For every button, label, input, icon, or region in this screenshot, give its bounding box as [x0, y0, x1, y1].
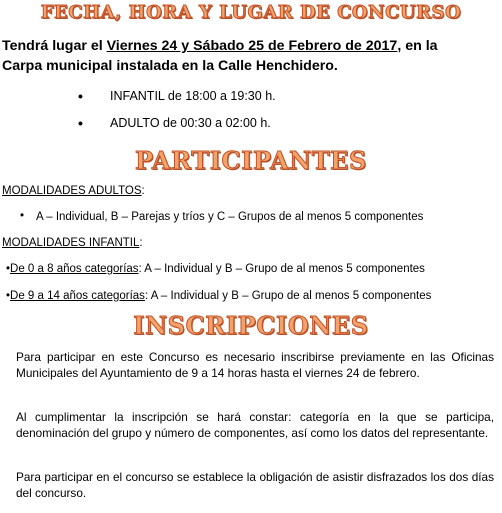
children-range-2: De 9 a 14 años categorías: [10, 290, 145, 302]
children-rest-2: : A – Individual y B – Grupo de al menos 5 componentes: [144, 290, 432, 302]
heading-registrations: INSCRIPCIONES: [133, 311, 369, 340]
intro-line-1: [2, 36, 438, 56]
intro-line-2: Carpa municipal instalada en la Calle Henchidero.: [2, 58, 338, 74]
schedule-adulto: ADULTO de 00:30 a 02:00 h.: [110, 116, 271, 130]
registration-paragraph-1: Para participar en este Concurso es necesario inscribirse previamente en las Oficinas Municipales del Ayuntamiento de 9 a 14 horas hasta el viernes 24 de febrero.: [16, 350, 494, 380]
registration-paragraph-3: Para participar en el concurso se establece la obligación de asistir disfrazados los dos días del concurso.: [16, 470, 494, 500]
modalities-adults-colon: :: [141, 185, 145, 197]
schedule-bullet: •: [78, 88, 83, 104]
adults-item: A – Individual, B – Parejas y tríos y C – Grupos de al menos 5 componentes: [36, 211, 424, 223]
intro-dates: Viernes 24 y Sábado 25 de Febrero de 2017: [106, 38, 398, 54]
children-rest-1: : A – Individual y B – Grupo de al menos 5 componentes: [138, 263, 425, 275]
children-bullet: •: [6, 290, 11, 302]
schedule-bullet: •: [78, 115, 83, 131]
schedule-infantil: INFANTIL de 18:00 a 19:30 h.: [110, 89, 276, 103]
modalities-children-title: [2, 237, 143, 249]
children-bullet: •: [6, 263, 11, 275]
modalities-adults-title: [2, 185, 145, 197]
modalities-children-title-text: MODALIDADES INFANTIL: [2, 237, 140, 249]
adults-bullet: •: [20, 210, 25, 222]
children-item-2: [6, 290, 431, 302]
intro-suffix: , en la: [397, 38, 438, 54]
modalities-children-colon: :: [139, 237, 143, 249]
registration-paragraph-2: Al cumplimentar la inscripción se hará constar: categoría en la que se participa, denominación del grupo y número de componentes, así como los datos del representante.: [16, 410, 494, 440]
children-item-1: [6, 263, 425, 275]
heading-date-place: FECHA, HORA Y LUGAR DE CONCURSO: [40, 2, 462, 23]
intro-prefix: Tendrá lugar el: [2, 38, 107, 54]
heading-participants: PARTICIPANTES: [134, 146, 367, 175]
modalities-adults-title-text: MODALIDADES ADULTOS: [2, 185, 142, 197]
children-range-1: De 0 a 8 años categorías: [10, 263, 139, 275]
